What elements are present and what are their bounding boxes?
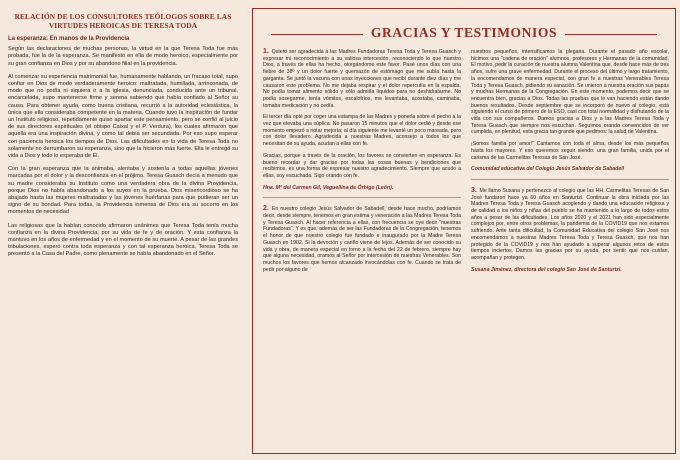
testimonies-column-2 [471,49,669,278]
article-paragraph: Según las declaraciones de muchas personas, la virtud en la que Teresa Toda fue más probada, fue la de la esperanza. Se manifestó en ella de modo heroico, especialmente por su gran confianza en Dios y por su abandono filial en la providencia. [8,46,238,67]
article-paragraph: Con la gran esperanza que la animaba, alentaba y sostenía a todas aquellas jóvenes marcadas por el dolor y la desconfianza en el prójimo. Teresa Guasch decía a menudo que su madre consideraba su Instituto como una verdadera obra de la divina Providencia, porque Dios no había abandonado a los suyos en la prueba. Dios misericordioso se ha abajado hasta las mujeres maltratadas y las jóvenes huérfanas para que pudieran ser un signo de su bondad. Para todas, la Providencia inmensa de Dios era su socorro en los momentos de necesidad [8,166,238,216]
testimony-signature: Hna. Mª del Carmen Gil, Veguellina de Órbigo (León). [263,184,394,191]
testimonies-column-1 [263,49,461,278]
testimonies-title: GRACIAS Y TESTIMONIOS [370,25,558,40]
testimony-signature: Comunidad educativa del Colegio Jesús Salvador de Sabadell [471,166,625,173]
testimony-paragraph: ¡Somos familia por amor!" Cantamos con toda el alma, desde los más pequeños hasta los mayores. Y eso queremos seguir siendo: una gran familia, unida por el carisma de las Carmelitas Teresas de San José. [471,141,669,161]
title-rule-right [565,34,657,35]
testimony-paragraph: 3. Me llamo Susana y pertenezco al colegio que las HH. Carmelitas Teresas de San José fundaron hace ya 60 años en Santurtzi. Continuar la obra iniciada por las Madres Teresa Toda y Teresa Guasch acogiendo y dando una educación religiosa y de calidad a los niños y niñas del pueblo se ha mantenido a lo largo de todos estos años a pesar de las dificultades. Los años 2020 y el 2021 han sido especialmente complejos por, entre otros problemas, la pandemia de la COVID19 que nos estamos sufriendo. Ante tanta dificultad, la Comunidad Educativa del colegio San José nos encomendamos a nuestras Madres Teresa Toda y Teresa Guasch, que nos han protegido de la COVID19 y nos han ayudado a superar algunos retos de estos tiempos inciertos. Damos las gracias por su ayuda, por sentir que nos cuidan, acompañan y protegen. [471,186,669,261]
article-paragraph: Las religiosas que la habían conocido afirmaron unánimes que Teresa Toda tenía mucha confianza en la divina Providencia, por su vida de fe y de oración. Y esta confianza la mantuvo en los años de enfermedad y en el momento de su muerte. A pesar de las grandes tribulaciones, esperó contra toda esperanza y con tal esperanza heroica, Teresa Toda se presentó a la Casa del Padre, como plenamente se había abandonado en el Señor. [8,222,238,258]
testimony-number: 1. [263,48,269,55]
testimonies-box [252,8,676,454]
testimony-paragraph: 1. Quiero ser agradecida a las Madres Fundadoras Teresa Toda y Teresa Guasch y expresar mi reconocimiento a su valiosa intercesión, reconociendo lo que nuestro Dios, a través de ellas ha hecho, otorgándome este favor. Pasé unos días con una fiebre de 38º y un dolor fuerte y quemazón de estómago que me subía hasta la garganta. Se juntó la vacuna con unas inyecciones que recibí durante diez días y me causaron este problema. No me dejaba respirar y el dolor repercutía en la espalda. No podía tomar alimento sólido y sólo admitía líquidos para no deshidratarme. No podía sosegarme, tenía vómitos, escalofríos, me levantaba, acostaba, caminaba, tomaba medicación y no cedía. [263,48,461,109]
testimony-paragraph: nuestros pequeños, intensificamos la plegaria. Durante el pasado año escolar, hicimos una "cadena de oración" alumnos, profesores y Hermanas de la comunidad. El motivo, pedir la curación de nuestra alumna Valentina que, desde hace más de tres años, sufre una grave enfermedad. Durante el proceso del último y largo tratamiento, la encomendamos de manera especial, con gran fe a nuestras Venerables Teresa Toda y Teresa Guasch, pidiendo su sanación. Se unieron a nuestra oración sus papás y muchas Hermanas de la Congregación. En este momento, podemos decir que se encuentra bien, gracias a Dios. Todas las pruebas que le van haciendo están dando buenos resultados. Desde septiembre que se incorporó de nuevo al colegio, está siguiendo el curso de primero de la ESO, casi con total normalidad y disfrutando de la vida con sus compañeros. Damos gracias a Dios y a las Madres Teresa Toda y Teresa Guasch que siempre nos escuchan. Seguimos orando convencidos de ver cumplida, en plenitud, esta gracia tan grande que pedimos: la salud de Valentina. [471,49,669,136]
testimony-paragraph: El tercer día opté por coger una estampa de las Madres y ponerla sobre el pecho a la vez que elevaba una súplica. No pasaron 15 minutos que el dolor cedió y desde ese momento empezó a notar mejoría; al día siguiente me levanté un poco mareada, pero con dolor llevadero. Agradecida a nuestras Madres, aconsejo a todos los que necesitan de su ayuda, acudan a ellas con fe. [263,114,461,148]
testimony-paragraph: Gracias, porque a través de la oración, los favores se convierten en esperanza. Es bueno recordar y dar gracias por todas las cosas buenas y bendiciones que recibimos, es una forma de expresar nuestro agradecimiento. Siempre que acudo a ellas, soy escuchada. Sigo orando con fe. [263,152,461,179]
article-heading: RELACIÓN DE LOS CONSULTORES TEÓLOGOS SOBRE LAS VIRTUDES HEROICAS DE TERESA TODA [14,12,232,30]
separator [263,197,461,198]
testimony-number: 3. [471,186,477,194]
testimony-signature: Susana Jiménez, directora del colegio San José de Santurtzi. [471,266,622,273]
article-paragraph: Al comenzar su experiencia matrimonial fue, humanamente hablando, un fracaso total, supo confiar en Dios de modo verdaderamente heroico: maltratada, humillada, arrinconada, de modo que no podía ni siquiera ir a la iglesia, denunciada, conducida ante un tribunal, encarcelada, supo mantenerse firme y serena sabiendo que había confiado al Señor su causa. Para obtener ayuda, como buena cristiana, recurrió a la autoridad eclesiástica, la única que ella consideraba competente en la materia. Cuando tuvo la inspiración de fundar un Instituto religioso, repetidamente quiso apartar este pensamiento, pero se confió al juicio de sus directores espirituales (el obispo Caixal y el P. Verdura), los cuales afirmaron que aquella era una inspiración divina, y como tal debía ser secundada. Por eso supo esperar con paciencia heroica los tiempos de Dios. Las dificultades en la vida de Teresa Toda no solamente no derrumbaron su esperanza, sino que la hicieron más fuerte. Ella le entregó su vida a Dios y todo lo esperaba de Él. [8,73,238,160]
left-article [8,12,238,265]
testimony-number: 2. [263,205,269,213]
separator [471,179,669,180]
article-subheading: La esperanza: En manos de la Providencia [8,36,130,42]
testimony-paragraph: 2. En nuestro colegio Jesús Salvador de Sabadell, desde hace mucho, podríamos decir, desde siempre, tenemos en gran estima y veneración a las Madres Teresa Toda y Teresa Guasch. Al hacer referencia a ellas, con frecuencia se oye decir "nuestras Fundadoras". Y es que, además de ser las Fundadoras de la Congregación, tenemos el honor de que nuestro colegio fue fundado e inaugurado por la Madre Teresa Guasch en 1902. Si la devoción y cariño viene de lejos. Además de ser conocido su vida y obra, de manera especial en torno a la fecha del 22 de febrero, siempre hay que alguna necesidad, oramos al Señor por intercesión de nuestras Venerables. Son muchos los favores que hemos alcanzado invocándolas con fe. Cuando se trata de pedir por alguno de [263,205,461,273]
